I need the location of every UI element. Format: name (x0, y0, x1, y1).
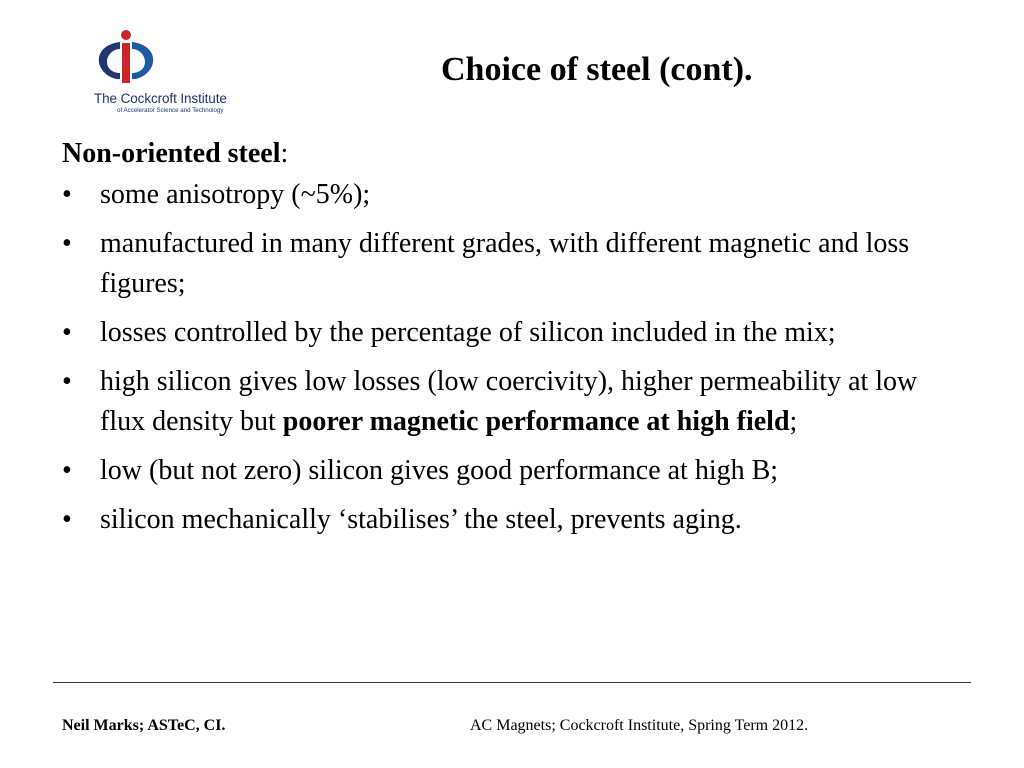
logo-subtitle: of Accelerator Science and Technology (117, 107, 224, 114)
cockcroft-institute-logo (90, 28, 248, 120)
footer-divider (53, 682, 971, 683)
footer-course: AC Magnets; Cockcroft Institute, Spring Term 2012. (470, 717, 809, 734)
bullet-list (62, 175, 962, 540)
bullet-item (62, 175, 968, 215)
bullet-item (62, 500, 968, 540)
bullet-item (62, 313, 968, 353)
bullet-item (62, 224, 968, 304)
logo-emblem-icon (90, 28, 248, 94)
bullet-text-suffix: ; (789, 406, 798, 437)
footer-author: Neil Marks; ASTeC, CI. (62, 717, 226, 734)
bullet-marker: • (62, 317, 72, 348)
slide-title: Choice of steel (cont). (441, 51, 753, 88)
section-heading (62, 136, 962, 172)
bullet-text: silicon mechanically ‘stabilises’ the steel, prevents aging. (100, 504, 742, 535)
bullet-text: high silicon gives low losses (low coercivity), higher permeability at low flux density but (100, 366, 918, 437)
bullet-text: losses controlled by the percentage of silicon included in the mix; (100, 317, 836, 348)
bullet-text: some anisotropy (~5%); (100, 179, 371, 210)
bullet-text: manufactured in many different grades, with different magnetic and loss figures; (100, 228, 910, 299)
bullet-bold-text: poorer magnetic performance at high field (282, 406, 790, 437)
slide-content (62, 136, 962, 549)
bullet-item (62, 362, 968, 442)
bullet-marker: • (62, 179, 72, 210)
bullet-marker: • (62, 366, 72, 397)
bullet-item (62, 451, 968, 491)
bullet-marker: • (62, 504, 72, 535)
bullet-text: low (but not zero) silicon gives good performance at high B; (100, 455, 779, 486)
section-heading-text: Non-oriented steel (62, 138, 281, 169)
section-heading-colon: : (280, 138, 289, 169)
bullet-marker: • (62, 455, 72, 486)
logo-name: The Cockcroft Institute (94, 91, 227, 106)
bullet-marker: • (62, 228, 72, 259)
